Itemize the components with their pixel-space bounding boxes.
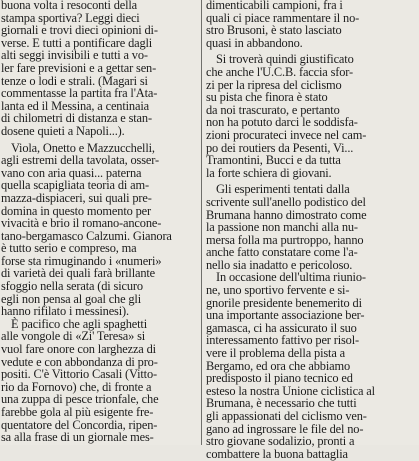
right-column-line: da noi trascurato, e pertanto — [206, 102, 340, 117]
right-column-line: gano ad ingrossare le file del no- — [206, 421, 364, 436]
left-column-line: tano-bergamasco Calzumi. Gianora — [1, 228, 172, 243]
right-column-line: la forte schiera di giovani. — [206, 165, 332, 180]
left-column-line: hanno rifilato i messinesi). — [1, 304, 129, 319]
right-column-line: stro giovane sodalizio, pronti a — [206, 434, 355, 449]
left-column-line: farebbe gola al più esigente fre- — [1, 405, 154, 419]
left-column — [1, 0, 198, 445]
right-column-line: non ha potuto darci le soddisfa- — [206, 115, 358, 130]
right-column-line: zi per la ripresa del ciclismo — [206, 77, 342, 92]
left-column-line: buona volta i resoconti della — [1, 0, 138, 12]
left-column-line: stampa sportiva? Leggi dieci — [1, 10, 140, 25]
left-column-line: di varietà dei quali farà brillante — [1, 266, 156, 281]
left-column-line: rio da Fornovo) che, di fronte a — [1, 379, 152, 394]
left-column-line: agli estremi della tavolata, osser- — [1, 153, 159, 168]
right-column-line: mersa folla ma purtroppo, hanno — [206, 232, 364, 247]
right-column-line: Brumana, è necessario che tutti — [206, 396, 357, 411]
right-column-line: anche fatto constatare come l'a- — [206, 245, 358, 260]
left-column-line: vuol fare onore con larghezza di — [1, 342, 156, 357]
right-column-line: interessamento fattivo per risol- — [206, 333, 359, 348]
left-column-line: vano con aria quasi... paterna — [1, 165, 142, 180]
left-column-line: alti seggi invisibili e tutti a vo- — [1, 48, 148, 63]
right-column-line: quali ci piace rammentare il no- — [206, 10, 360, 25]
right-column-line: Tramontini, Bucci e da tutta — [206, 153, 341, 168]
right-column — [206, 0, 418, 461]
right-column-line: esteso la nostra Unione ciclistica al — [206, 383, 375, 398]
left-column-line: vivacità e brio il romano-ancone- — [1, 216, 162, 231]
right-column-line: ne, uno sportivo fervente e si- — [206, 283, 350, 298]
left-column-line: quentatore del Concordia, ripen- — [1, 417, 158, 432]
left-column-line: commentasse la partita fra l'Ata- — [1, 86, 158, 101]
left-column-line: lanta ed il Messina, a centinaia — [1, 98, 149, 113]
left-column-line: domina in questo momento per — [1, 203, 151, 218]
right-column-line: Brumana hanno dimostrato come — [206, 207, 367, 222]
right-column-line: gnorile presidente benemerito di — [206, 295, 362, 310]
right-column-line: vere il problema della pista a — [206, 346, 345, 361]
right-column-line: stro Brusoni, è stato lasciato — [206, 23, 342, 38]
right-column-line: gamasca, ci ha assicurato il suo — [206, 320, 357, 335]
right-column-line: dimenticabili campioni, fra i — [206, 0, 343, 12]
left-column-line: Viola, Onetto e Mazzucchelli, — [11, 140, 155, 155]
right-column-line: nello sia inadatto e pericoloso. — [206, 257, 353, 272]
right-column-line: zioni procurateci invece nel cam- — [206, 127, 367, 142]
right-column-line: scrivente sull'anello podistico del — [206, 194, 366, 209]
left-column-line: verse. E tutti a pontificare dagli — [1, 35, 153, 50]
left-column-line: È pacifico che agli spaghetti — [11, 316, 148, 331]
left-column-line: di chilometri di distanza e stan- — [1, 111, 152, 126]
left-column-line: una zuppa di pesce trionfale, che — [1, 392, 159, 407]
right-column-line: po dei routiers da Pesenti, Vi... — [206, 140, 354, 155]
right-column-line: predisposto il piano tecnico ed — [206, 371, 353, 386]
column-divider — [201, 0, 202, 445]
right-column-line: la passione non manchi alla nu- — [206, 220, 358, 235]
left-column-line: tenze o lodi e strali. (Magari si — [1, 73, 148, 88]
left-column-line: sa alla frase di un giornale mes- — [1, 430, 154, 445]
right-column-line: Bergamo, ed ora che abbiamo — [206, 358, 351, 373]
right-column-line: In occasione dell'ultima riunio- — [216, 270, 366, 285]
left-column-line: vedute e con abbondanza di pro- — [1, 354, 158, 369]
left-column-line: ler fare previsioni e a gettar sen- — [1, 60, 157, 75]
right-column-line: quasi in abbandono. — [206, 35, 303, 50]
left-column-line: alle vongole di «Zi' Teresa» si — [1, 329, 146, 344]
right-column-line: che anche l'U.C.B. faccia sfor- — [206, 64, 353, 79]
left-column-line: giornali e trovi dieci opinioni di- — [1, 23, 158, 38]
left-column-line: sfoggio nella serata (di sicuro — [1, 279, 143, 294]
left-column-line: dosene quieti a Napoli...). — [1, 123, 125, 138]
left-column-line: è tutto serio e compreso, ma — [1, 241, 137, 256]
right-column-line: Gli esperimenti tentati dalla — [216, 182, 350, 197]
left-column-line: positi. C'è Vittorio Casali (Vitto- — [1, 367, 157, 382]
right-column-line: una importante associazione ber- — [206, 308, 365, 323]
left-column-line: quella scapigliata teoria di am- — [1, 178, 149, 193]
left-column-line: forse sta rimuginando i «numeri» — [1, 253, 162, 268]
right-column-line: su pista che finora è stato — [206, 90, 328, 105]
right-column-line: Si troverà quindi giustificato — [216, 52, 354, 67]
right-column-line: gli appassionati del ciclismo ven- — [206, 409, 367, 423]
right-column-line: combattere la buona battaglia — [206, 446, 348, 461]
left-column-line: egli non pensa al goal che gli — [1, 291, 142, 306]
left-column-line: mazza-dispiaceri, sui quali pre- — [1, 190, 152, 205]
